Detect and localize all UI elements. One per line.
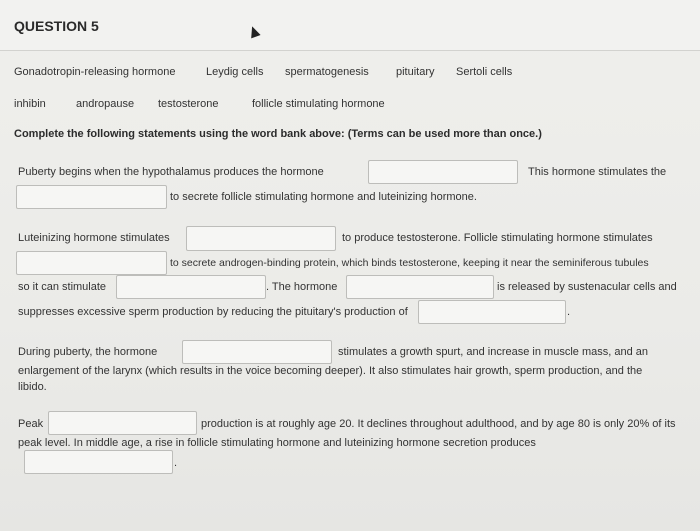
- p4-text-c: peak level. In middle age, a rise in follicle stimulating hormone and luteinizing hormone secretion produces: [18, 437, 536, 449]
- p2-text-b: to produce testosterone. Follicle stimulating hormone stimulates: [342, 232, 653, 244]
- word-bank-term: Leydig cells: [206, 66, 264, 78]
- word-bank-term: pituitary: [396, 66, 435, 78]
- p1-text-b: This hormone stimulates the: [528, 166, 667, 178]
- p1-text-c: to secrete follicle stimulating hormone and luteinizing hormone.: [170, 191, 477, 203]
- word-bank-term: testosterone: [158, 98, 219, 110]
- p3-text-a: During puberty, the hormone: [18, 346, 158, 358]
- p1-blank-1-input[interactable]: [368, 160, 518, 184]
- p2-text-e: . The hormone: [266, 281, 338, 293]
- p2-text-g: suppresses excessive sperm production by reducing the pituitary's production of: [18, 306, 408, 318]
- p4-text-a: Peak: [18, 418, 44, 430]
- p2-text-d: so it can stimulate: [18, 281, 107, 293]
- p1-blank-2-input[interactable]: [16, 185, 167, 209]
- p3-blank-1-input[interactable]: [182, 340, 332, 364]
- p2-blank-1-input[interactable]: [186, 226, 336, 251]
- word-bank-term: Gonadotropin-releasing hormone: [14, 66, 176, 78]
- word-bank-term: spermatogenesis: [285, 66, 369, 78]
- question-header: [0, 0, 700, 51]
- word-bank-term: Sertoli cells: [456, 66, 513, 78]
- p2-blank-4-input[interactable]: [346, 275, 494, 299]
- p4-text-b: production is at roughly age 20. It declines throughout adulthood, and by age 80 is only 20% of its: [201, 418, 676, 430]
- p1-text-a: Puberty begins when the hypothalamus produces the hormone: [18, 166, 324, 178]
- p2-text-a: Luteinizing hormone stimulates: [18, 232, 170, 244]
- p2-blank-3-input[interactable]: [116, 275, 266, 299]
- word-bank-term: inhibin: [14, 98, 46, 110]
- word-bank-term: andropause: [76, 98, 135, 110]
- p3-text-c: enlargement of the larynx (which results in the voice becoming deeper). It also stimulates hair growth, sperm production, and the: [18, 365, 643, 377]
- p2-blank-2-input[interactable]: [16, 251, 167, 275]
- p4-blank-1-input[interactable]: [48, 411, 197, 435]
- p3-text-d: libido.: [18, 381, 47, 393]
- p2-blank-5-input[interactable]: [418, 300, 566, 324]
- question-title: QUESTION 5: [14, 18, 99, 34]
- p2-text-c: to secrete androgen-binding protein, which binds testosterone, keeping it near the seminiferous tubules: [170, 257, 649, 269]
- p4-blank-2-input[interactable]: [24, 450, 173, 474]
- p2-text-f: is released by sustenacular cells and: [497, 281, 677, 293]
- p4-text-d: .: [174, 457, 178, 469]
- p3-text-b: stimulates a growth spurt, and increase in muscle mass, and an: [338, 346, 648, 358]
- instructions: Complete the following statements using the word bank above: (Terms can be used more than once.): [14, 128, 542, 140]
- p2-text-h: .: [567, 306, 571, 318]
- word-bank-term: follicle stimulating hormone: [252, 98, 385, 110]
